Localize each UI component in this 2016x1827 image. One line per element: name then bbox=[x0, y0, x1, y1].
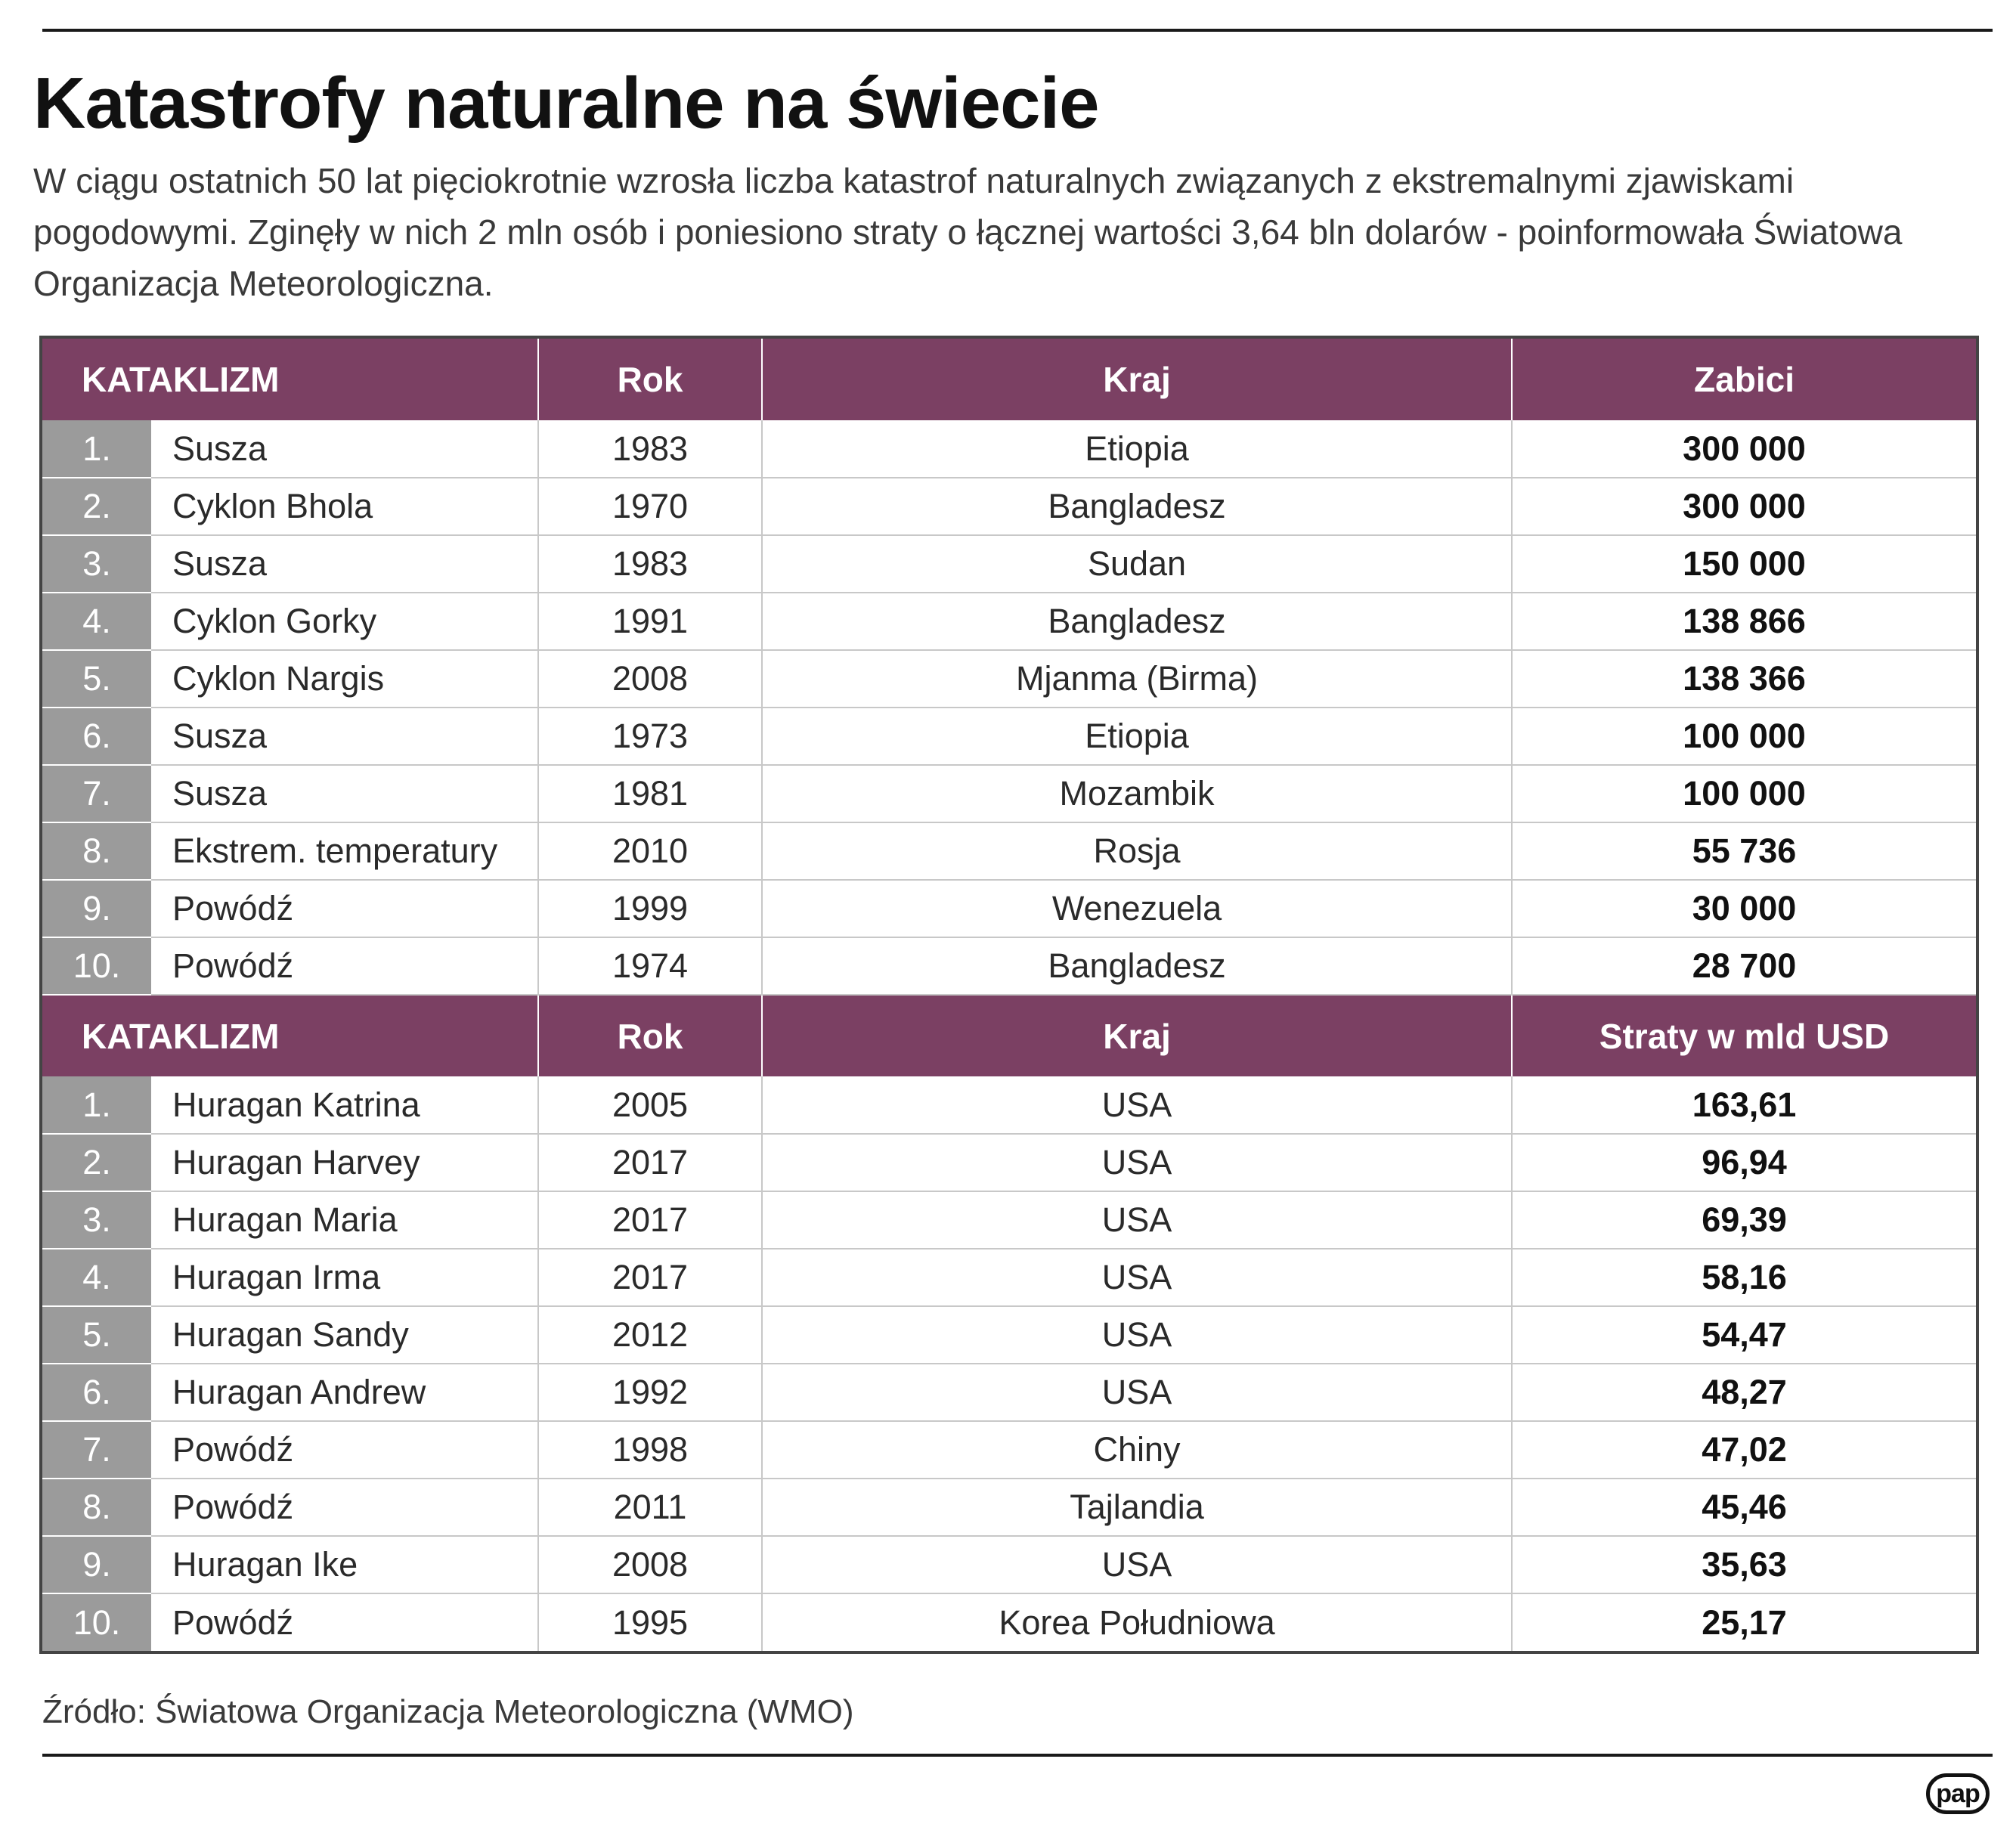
table-row bbox=[42, 708, 1976, 765]
country-cell: USA bbox=[762, 1191, 1512, 1249]
deaths-cell: 28 700 bbox=[1512, 937, 1976, 995]
disasters-table bbox=[39, 336, 1979, 1654]
country-cell: USA bbox=[762, 1306, 1512, 1364]
country-cell: Tajlandia bbox=[762, 1479, 1512, 1536]
disaster-name-cell: Powódź bbox=[151, 880, 538, 937]
disaster-name-cell: Powódź bbox=[172, 1602, 294, 1642]
rank-cell: 8. bbox=[42, 1479, 151, 1536]
bottom-rule bbox=[42, 1754, 1993, 1757]
disaster-name-cell: Huragan Harvey bbox=[151, 1134, 538, 1191]
disaster-name-cell: Cyklon Gorky bbox=[151, 593, 538, 650]
rank-cell: 9. bbox=[42, 1536, 151, 1593]
table-row bbox=[42, 650, 1976, 708]
year-cell: 1970 bbox=[538, 478, 762, 535]
year-cell: 1981 bbox=[538, 765, 762, 822]
rank-cell: 6. bbox=[42, 1364, 151, 1421]
year-cell: 2008 bbox=[538, 650, 762, 708]
disaster-name-cell: Cyklon Nargis bbox=[151, 650, 538, 708]
country-cell: Chiny bbox=[762, 1421, 1512, 1479]
rank-cell: 1. bbox=[42, 1076, 151, 1134]
table1-header-kraj: Kraj bbox=[762, 339, 1512, 420]
country-cell: Mozambik bbox=[762, 765, 1512, 822]
table-row bbox=[42, 1076, 1976, 1134]
rank-cell: 2. bbox=[42, 1134, 151, 1191]
table-row bbox=[42, 1306, 1976, 1364]
country-cell: Bangladesz bbox=[762, 478, 1512, 535]
table1-header-kataklizm: KATAKLIZM bbox=[42, 339, 538, 420]
table-row bbox=[42, 765, 1976, 822]
country-cell: USA bbox=[762, 1134, 1512, 1191]
disaster-name-cell: Huragan Katrina bbox=[151, 1076, 538, 1134]
year-cell: 2017 bbox=[538, 1249, 762, 1306]
deaths-cell: 100 000 bbox=[1512, 765, 1976, 822]
rank-cell: 6. bbox=[42, 708, 151, 765]
source-note: Źródło: Światowa Organizacja Meteorologiczna (WMO) bbox=[42, 1693, 854, 1730]
rank-cell: 10. bbox=[42, 1593, 151, 1651]
country-cell: USA bbox=[762, 1536, 1512, 1593]
losses-cell: 25,17 bbox=[1512, 1593, 1976, 1651]
year-cell: 1991 bbox=[538, 593, 762, 650]
rank-cell: 7. bbox=[42, 1421, 151, 1479]
losses-cell: 163,61 bbox=[1512, 1076, 1976, 1134]
country-cell: Bangladesz bbox=[762, 593, 1512, 650]
table2-header-row bbox=[42, 995, 1976, 1076]
losses-cell: 58,16 bbox=[1512, 1249, 1976, 1306]
losses-cell: 45,46 bbox=[1512, 1479, 1976, 1536]
disaster-name-cell: Susza bbox=[151, 708, 538, 765]
country-cell: Rosja bbox=[762, 822, 1512, 880]
table-row bbox=[42, 1191, 1976, 1249]
table-row bbox=[42, 478, 1976, 535]
disaster-name-cell: Powódź bbox=[151, 1479, 538, 1536]
year-cell: 1999 bbox=[538, 880, 762, 937]
deaths-cell: 55 736 bbox=[1512, 822, 1976, 880]
rank-cell: 4. bbox=[42, 593, 151, 650]
year-cell: 2008 bbox=[538, 1536, 762, 1593]
rank-cell: 5. bbox=[42, 650, 151, 708]
losses-cell: 69,39 bbox=[1512, 1191, 1976, 1249]
disaster-name-cell: Susza bbox=[151, 765, 538, 822]
table-row bbox=[42, 1479, 1976, 1536]
country-cell: USA bbox=[762, 1249, 1512, 1306]
rank-cell: 2. bbox=[42, 478, 151, 535]
table-body bbox=[42, 339, 1976, 1651]
year-cell: 1974 bbox=[538, 937, 762, 995]
page-subtitle: W ciągu ostatnich 50 lat pięciokrotnie wzrosła liczba katastrof naturalnych związanych z ekstremalnymi zjawiskami pogodowymi. Zginęły w nich 2 mln osób i poniesiono straty o łącznej wartości 3,64 bln dolarów - poinformowała Światowa Organizacja Meteorologiczna. bbox=[33, 161, 1903, 303]
disaster-name-cell: Powódź bbox=[151, 937, 538, 995]
table-row bbox=[42, 1134, 1976, 1191]
table-row bbox=[42, 822, 1976, 880]
year-cell: 1983 bbox=[538, 420, 762, 478]
table2-header-kataklizm: KATAKLIZM bbox=[42, 995, 538, 1076]
year-cell: 2005 bbox=[538, 1076, 762, 1134]
disaster-name-cell: Huragan Andrew bbox=[151, 1364, 538, 1421]
rank-cell: 7. bbox=[42, 765, 151, 822]
disaster-name-cell: Huragan Maria bbox=[151, 1191, 538, 1249]
disaster-name-cell: Ekstrem. temperatury bbox=[151, 822, 538, 880]
table2-header-kraj: Kraj bbox=[762, 995, 1512, 1076]
rank-cell: 3. bbox=[42, 535, 151, 593]
table-row bbox=[42, 880, 1976, 937]
table-row bbox=[42, 535, 1976, 593]
losses-cell: 47,02 bbox=[1512, 1421, 1976, 1479]
losses-cell: 96,94 bbox=[1512, 1134, 1976, 1191]
disaster-name-cell: Susza bbox=[151, 420, 538, 478]
rank-cell: 3. bbox=[42, 1191, 151, 1249]
deaths-cell: 30 000 bbox=[1512, 880, 1976, 937]
table1-header-rok: Rok bbox=[538, 339, 762, 420]
pap-logo: pap bbox=[1926, 1773, 1990, 1814]
losses-cell: 35,63 bbox=[1512, 1536, 1976, 1593]
top-rule bbox=[42, 29, 1993, 32]
country-cell: Etiopia bbox=[762, 708, 1512, 765]
rank-cell: 9. bbox=[42, 880, 151, 937]
losses-cell: 54,47 bbox=[1512, 1306, 1976, 1364]
country-cell: USA bbox=[762, 1364, 1512, 1421]
disaster-name-cell: Huragan Sandy bbox=[151, 1306, 538, 1364]
deaths-cell: 100 000 bbox=[1512, 708, 1976, 765]
deaths-cell: 150 000 bbox=[1512, 535, 1976, 593]
page-title: Katastrofy naturalne na świecie bbox=[33, 63, 1099, 144]
disaster-name-cell: Powódź bbox=[151, 1421, 538, 1479]
disaster-name-cell: Susza bbox=[151, 535, 538, 593]
year-cell: 1983 bbox=[538, 535, 762, 593]
country-cell: Etiopia bbox=[762, 420, 1512, 478]
year-cell: 2012 bbox=[538, 1306, 762, 1364]
deaths-cell: 138 866 bbox=[1512, 593, 1976, 650]
rank-cell: 8. bbox=[42, 822, 151, 880]
table-row bbox=[42, 1421, 1976, 1479]
table-row bbox=[42, 1364, 1976, 1421]
table-row bbox=[42, 1536, 1976, 1593]
year-cell: 2011 bbox=[538, 1479, 762, 1536]
rank-cell: 4. bbox=[42, 1249, 151, 1306]
country-cell: Wenezuela bbox=[762, 880, 1512, 937]
disaster-name-cell: Cyklon Bhola bbox=[151, 478, 538, 535]
year-cell: 1998 bbox=[538, 1421, 762, 1479]
rank-cell: 1. bbox=[42, 420, 151, 478]
table1-header-row bbox=[42, 339, 1976, 420]
table-row bbox=[42, 1249, 1976, 1306]
deaths-cell: 138 366 bbox=[1512, 650, 1976, 708]
table2-header-value: Straty w mld USD bbox=[1512, 995, 1976, 1076]
rank-cell: 10. bbox=[42, 937, 151, 995]
deaths-cell: 300 000 bbox=[1512, 420, 1976, 478]
deaths-cell: 300 000 bbox=[1512, 478, 1976, 535]
disaster-name-cell: Huragan Irma bbox=[151, 1249, 538, 1306]
year-cell: 2017 bbox=[538, 1134, 762, 1191]
table-row bbox=[42, 1593, 1976, 1651]
year-cell: 2017 bbox=[538, 1191, 762, 1249]
table-row bbox=[42, 593, 1976, 650]
table-row bbox=[42, 420, 1976, 478]
disaster-name-cell: Huragan Ike bbox=[151, 1536, 538, 1593]
country-cell: Bangladesz bbox=[762, 937, 1512, 995]
country-cell: Mjanma (Birma) bbox=[762, 650, 1512, 708]
table2-header-rok: Rok bbox=[538, 995, 762, 1076]
year-cell: 1973 bbox=[538, 708, 762, 765]
year-cell: 1995 bbox=[538, 1593, 762, 1651]
table1-header-value: Zabici bbox=[1512, 339, 1976, 420]
country-cell: USA bbox=[762, 1076, 1512, 1134]
rank-cell: 5. bbox=[42, 1306, 151, 1364]
table-row bbox=[42, 937, 1976, 995]
losses-cell: 48,27 bbox=[1512, 1364, 1976, 1421]
year-cell: 2010 bbox=[538, 822, 762, 880]
year-cell: 1992 bbox=[538, 1364, 762, 1421]
country-cell: Sudan bbox=[762, 535, 1512, 593]
country-cell: Korea Południowa bbox=[762, 1593, 1512, 1651]
